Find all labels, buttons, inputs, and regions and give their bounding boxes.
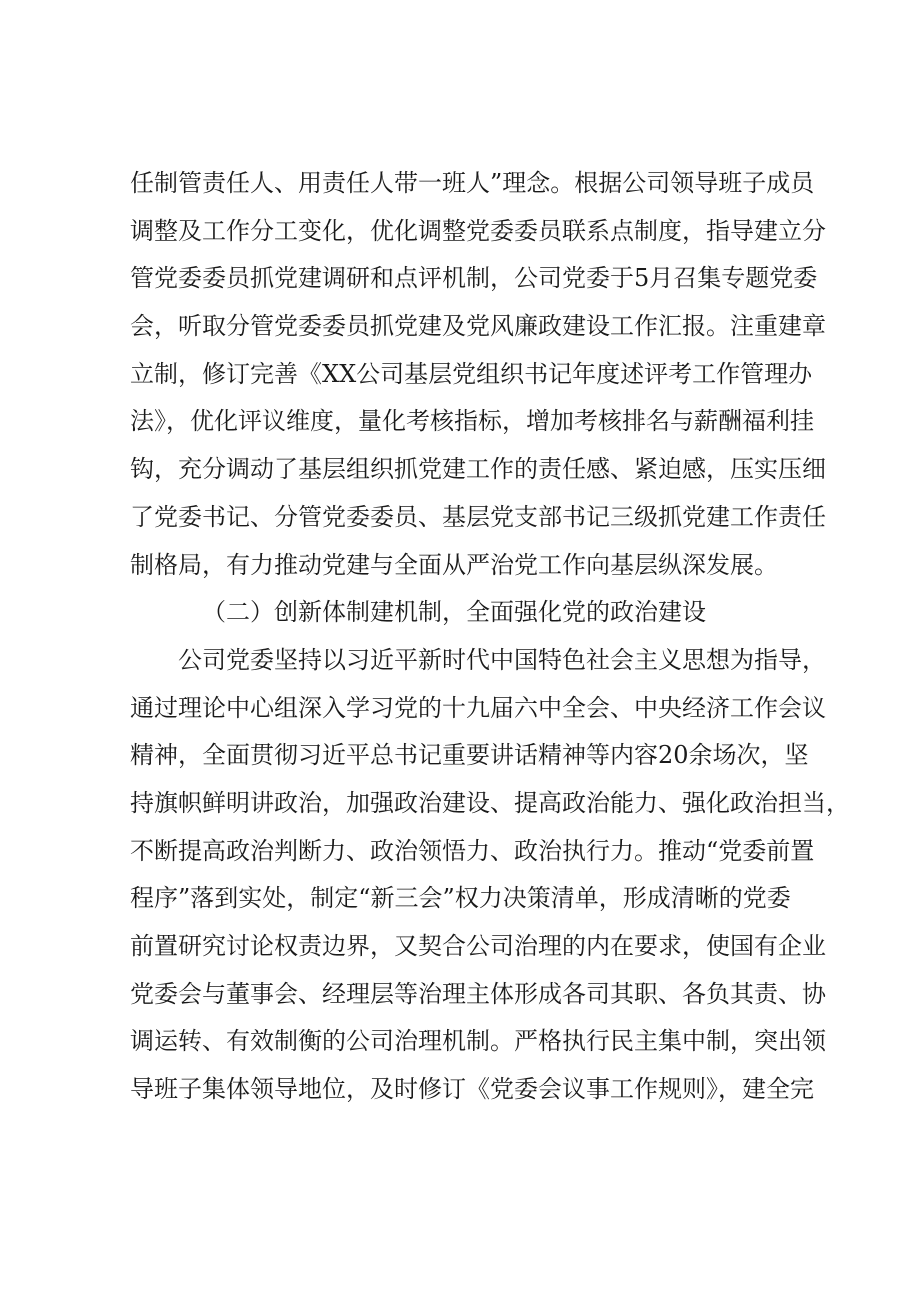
- paragraph-line: 不断提高政治判断力、政治领悟力、政治执行力。推动“党委前置: [130, 836, 815, 865]
- paragraph-line: 钩，充分调动了基层组织抓党建工作的责任感、紧迫感，压实压细: [130, 455, 826, 484]
- section-heading: （二）创新体制建机制，全面强化党的政治建设: [202, 598, 706, 627]
- paragraph-line: 法》，优化评议维度，量化考核指标，增加考核排名与薪酬福利挂: [130, 407, 814, 436]
- paragraph-line: 程序”落到实处，制定“新三会”权力决策清单，形成清晰的党委: [130, 884, 791, 913]
- paragraph-line: 前置研究讨论权责边界，又契合公司治理的内在要求，使国有企业: [130, 932, 826, 960]
- paragraph-line: 公司党委坚持以习近平新时代中国特色社会主义思想为指导，: [178, 645, 826, 674]
- paragraph-line: 精神，全面贯彻习近平总书记重要讲话精神等内容20余场次，坚: [130, 741, 809, 770]
- document-body: [130, 160, 850, 1114]
- paragraph-line: 管党委委员抓党建调研和点评机制，公司党委于5月召集专题党委: [130, 264, 818, 293]
- paragraph-line: 调整及工作分工变化，优化调整党委委员联系点制度，指导建立分: [130, 216, 826, 245]
- paragraph-line: 了党委书记、分管党委委员、基层党支部书记三级抓党建工作责任: [130, 502, 826, 531]
- paragraph-line: 调运转、有效制衡的公司治理机制。严格执行民主集中制，突出领: [130, 1027, 826, 1056]
- paragraph-line: 持旗帜鲜明讲政治，加强政治建设、提高政治能力、强化政治担当，: [130, 788, 850, 817]
- paragraph-line: 通过理论中心组深入学习党的十九届六中全会、中央经济工作会议: [130, 693, 826, 722]
- paragraph-line: 会，听取分管党委委员抓党建及党风廉政建设工作汇报。注重建章: [130, 312, 826, 341]
- paragraph-line: 任制管责任人、用责任人带一班人”理念。根据公司领导班子成员: [130, 169, 815, 197]
- paragraph-line: 制格局，有力推动党建与全面从严治党工作向基层纵深发展。: [130, 550, 778, 579]
- paragraph-line: 立制，修订完善《XX公司基层党组织书记年度述评考工作管理办: [130, 359, 813, 388]
- paragraph-line: 党委会与董事会、经理层等治理主体形成各司其职、各负其责、协: [130, 979, 826, 1008]
- paragraph-line: 导班子集体领导地位，及时修订《党委会议事工作规则》，建全完: [130, 1075, 814, 1104]
